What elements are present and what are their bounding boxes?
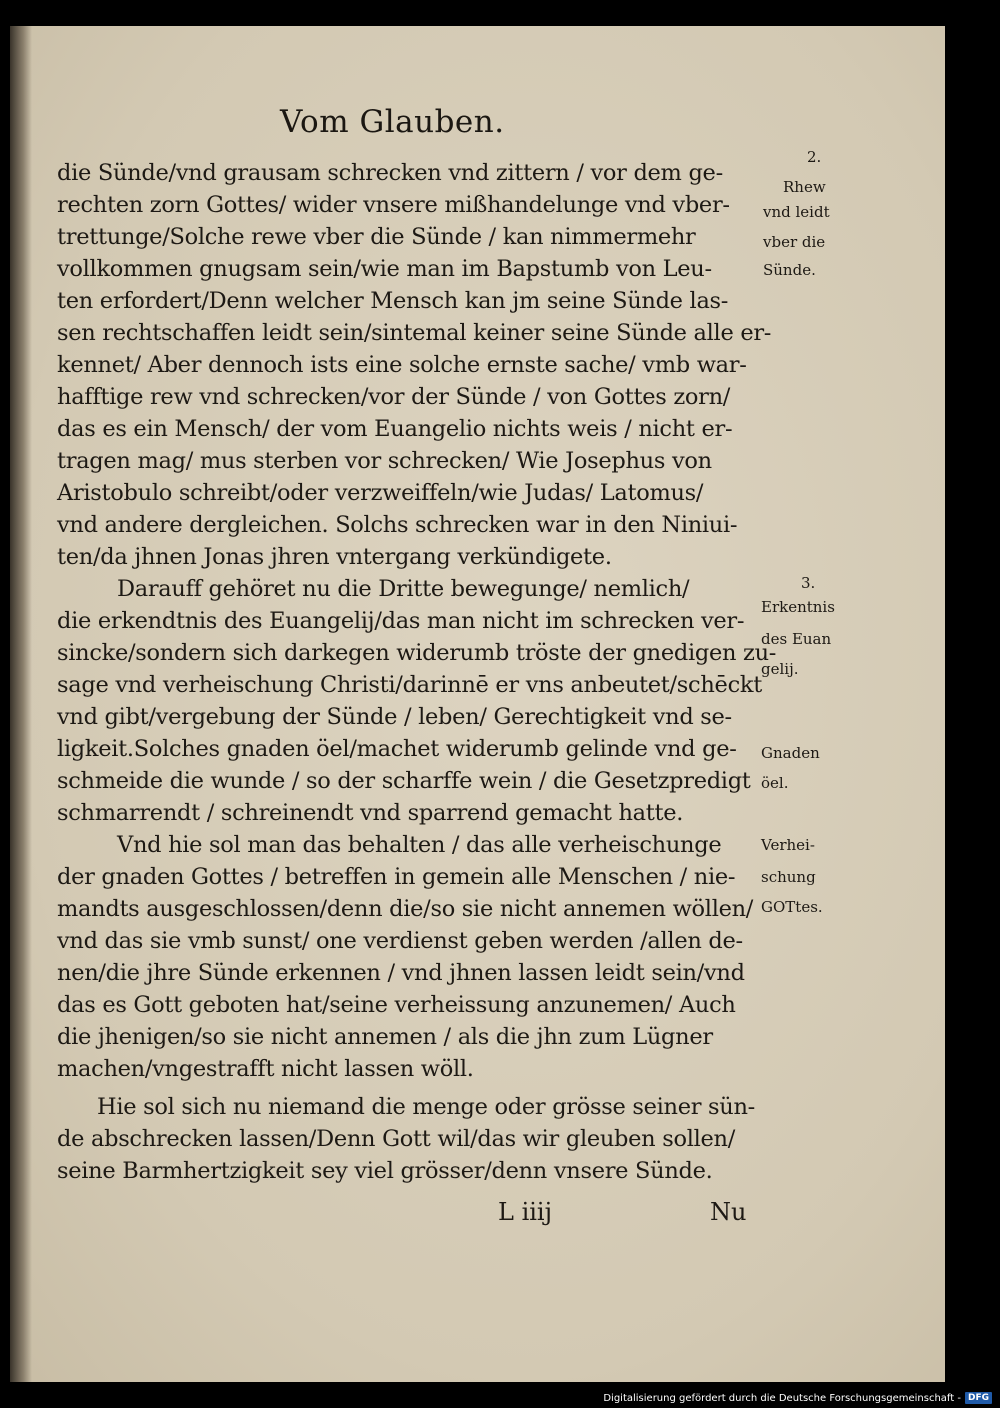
margin-note: Verhei- bbox=[761, 836, 815, 854]
text-line: seine Barmhertzigkeit sey viel grösser/denn vnsere Sünde. bbox=[57, 1158, 713, 1184]
text-line: sen rechtschaffen leidt sein/sintemal keiner seine Sünde alle er- bbox=[57, 320, 772, 346]
text-line: Hie sol sich nu niemand die menge oder grösse seiner sün- bbox=[97, 1094, 755, 1120]
book-page bbox=[10, 26, 945, 1382]
margin-note: Erkentnis bbox=[761, 598, 835, 616]
dfg-logo-icon: DFG bbox=[965, 1392, 992, 1404]
margin-note: vnd leidt bbox=[763, 203, 830, 221]
text-line: vollkommen gnugsam sein/wie man im Bapstumb von Leu- bbox=[57, 256, 712, 282]
signature-mark: L iiij bbox=[498, 1198, 553, 1226]
text-line: nen/die jhre Sünde erkennen / vnd jhnen lassen leidt sein/vnd bbox=[57, 960, 745, 986]
text-line: machen/vngestrafft nicht lassen wöll. bbox=[57, 1056, 474, 1082]
text-line: ten erfordert/Denn welcher Mensch kan jm seine Sünde las- bbox=[57, 288, 729, 314]
text-line: die jhenigen/so sie nicht annemen / als die jhn zum Lügner bbox=[57, 1024, 713, 1050]
text-line: vnd das sie vmb sunst/ one verdienst geben werden /allen de- bbox=[57, 928, 743, 954]
footer-bar bbox=[0, 1388, 992, 1408]
margin-note: gelij. bbox=[761, 660, 799, 678]
text-line: sincke/sondern sich darkegen widerumb tröste der gnedigen zu- bbox=[57, 640, 777, 666]
margin-note: schung bbox=[761, 868, 816, 886]
margin-note: vber die bbox=[763, 233, 826, 251]
text-line: schmeide die wunde / so der scharffe wein / die Gesetzpredigt bbox=[57, 768, 751, 794]
margin-note: 2. bbox=[807, 148, 822, 166]
margin-note: des Euan bbox=[761, 630, 832, 648]
text-line: hafftige rew vnd schrecken/vor der Sünde / von Gottes zorn/ bbox=[57, 384, 731, 410]
text-line: das es Gott geboten hat/seine verheissung anzunemen/ Auch bbox=[57, 992, 736, 1018]
text-line: ligkeit.Solches gnaden öel/machet widerumb gelinde vnd ge- bbox=[57, 736, 737, 762]
text-line: vnd andere dergleichen. Solchs schrecken war in den Niniui- bbox=[57, 512, 738, 538]
running-header: Vom Glauben. bbox=[280, 104, 505, 140]
text-line: Vnd hie sol man das behalten / das alle verheischunge bbox=[117, 832, 722, 858]
text-line: schmarrendt / schreinendt vnd sparrend gemacht hatte. bbox=[57, 800, 684, 826]
funding-credit: Digitalisierung gefördert durch die Deutsche Forschungsgemeinschaft - bbox=[603, 1392, 961, 1404]
text-line: das es ein Mensch/ der vom Euangelio nichts weis / nicht er- bbox=[57, 416, 733, 442]
margin-note: 3. bbox=[801, 574, 816, 592]
text-line: trettunge/Solche rewe vber die Sünde / kan nimmermehr bbox=[57, 224, 696, 250]
text-line: Aristobulo schreibt/oder verzweiffeln/wie Judas/ Latomus/ bbox=[57, 480, 704, 506]
margin-note: Rhew bbox=[783, 178, 826, 196]
text-line: kennet/ Aber dennoch ists eine solche ernste sache/ vmb war- bbox=[57, 352, 747, 378]
margin-note: Gnaden bbox=[761, 744, 820, 762]
text-line: Darauff gehöret nu die Dritte bewegunge/ nemlich/ bbox=[117, 576, 690, 602]
text-line: der gnaden Gottes / betreffen in gemein alle Menschen / nie- bbox=[57, 864, 736, 890]
text-line: die erkendtnis des Euangelij/das man nicht im schrecken ver- bbox=[57, 608, 745, 634]
margin-note: öel. bbox=[761, 774, 789, 792]
text-line: vnd gibt/vergebung der Sünde / leben/ Gerechtigkeit vnd se- bbox=[57, 704, 732, 730]
margin-note: GOTtes. bbox=[761, 898, 823, 916]
margin-note: Sünde. bbox=[763, 261, 816, 279]
text-line: ten/da jhnen Jonas jhren vntergang verkündigete. bbox=[57, 544, 612, 570]
catchword: Nu bbox=[710, 1198, 747, 1226]
text-line: tragen mag/ mus sterben vor schrecken/ Wie Josephus von bbox=[57, 448, 712, 474]
text-line: sage vnd verheischung Christi/darinnē er vns anbeutet/schēckt bbox=[57, 672, 762, 698]
page-gutter bbox=[10, 26, 32, 1382]
text-line: de abschrecken lassen/Denn Gott wil/das wir gleuben sollen/ bbox=[57, 1126, 735, 1152]
text-line: rechten zorn Gottes/ wider vnsere mißhandelunge vnd vber- bbox=[57, 192, 730, 218]
text-line: die Sünde/vnd grausam schrecken vnd zittern / vor dem ge- bbox=[57, 160, 723, 186]
text-line: mandts ausgeschlossen/denn die/so sie nicht annemen wöllen/ bbox=[57, 896, 754, 922]
